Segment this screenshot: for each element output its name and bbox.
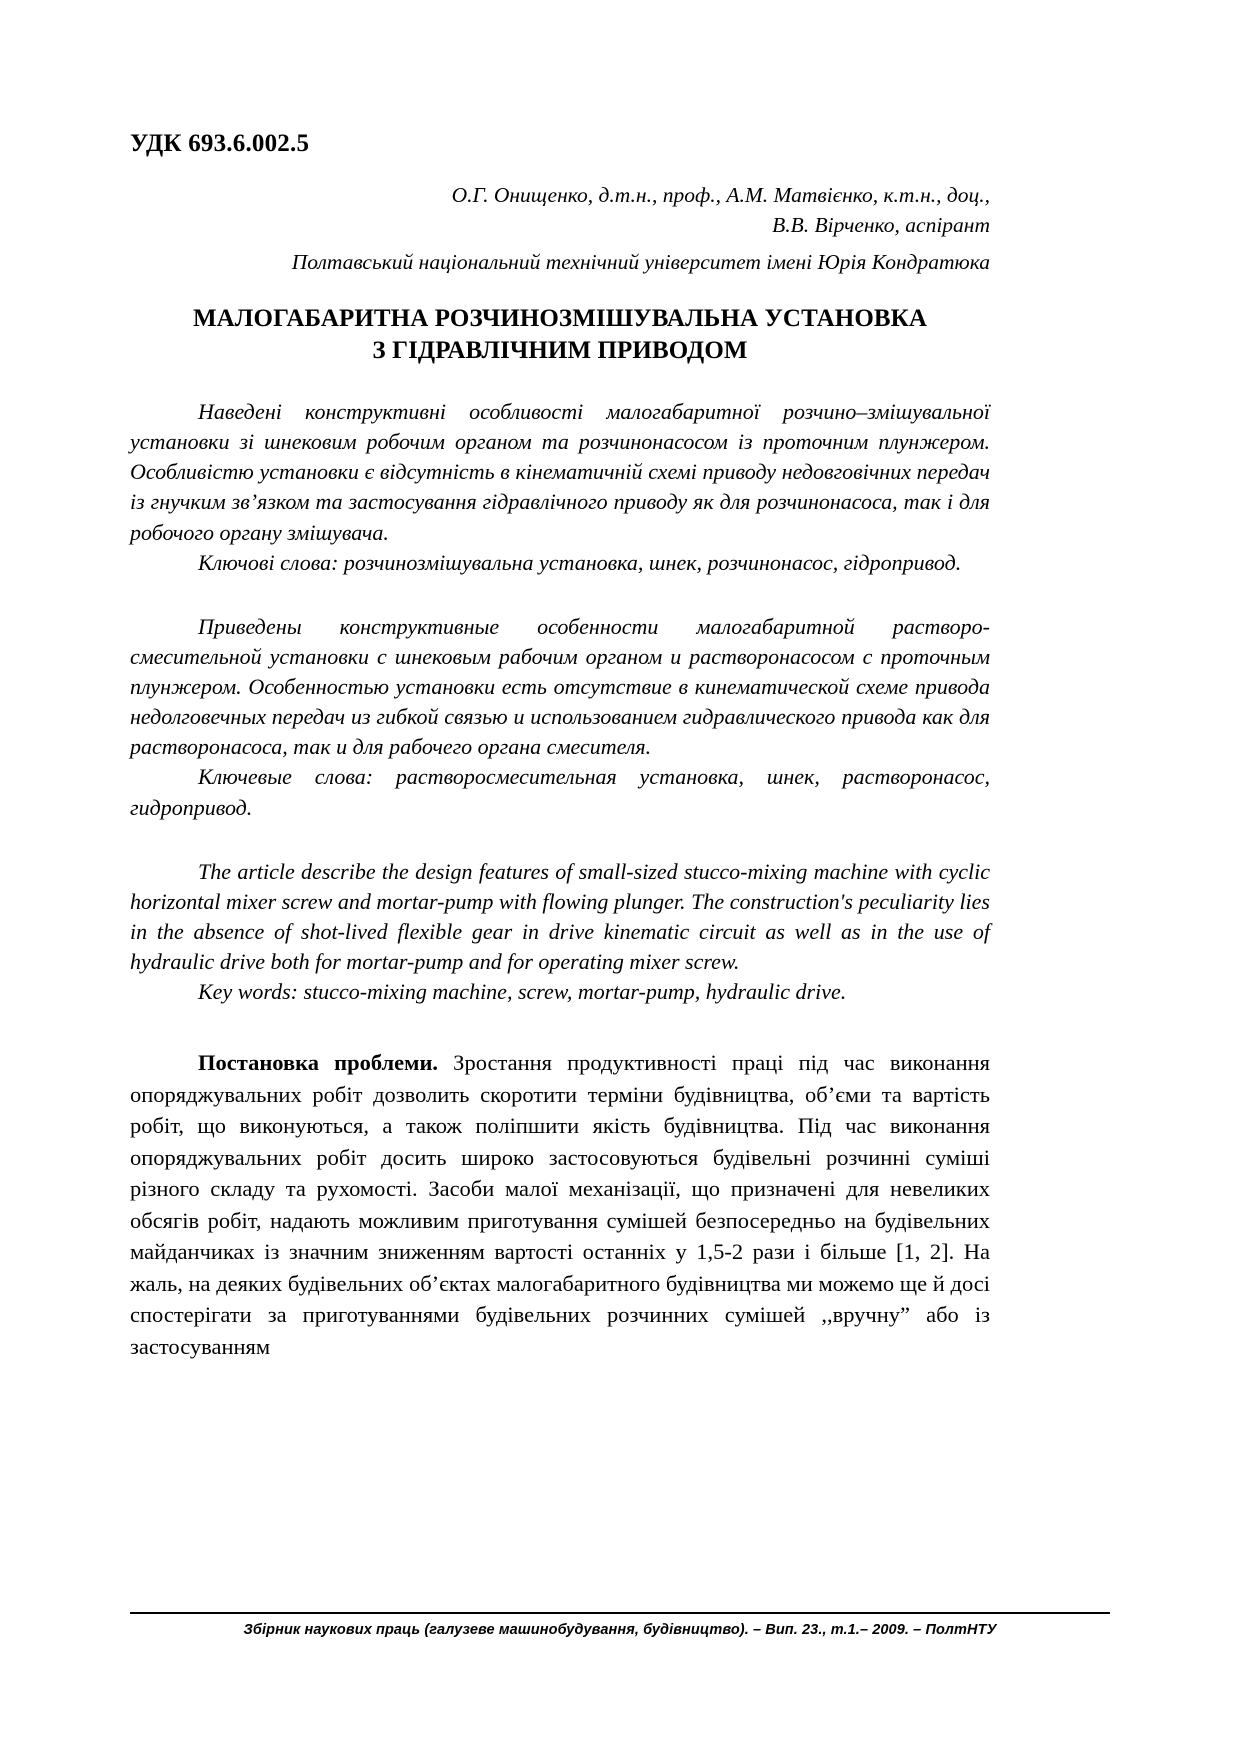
section-heading: Постановка проблеми. bbox=[198, 1050, 439, 1076]
footer-citation: Збірник наукових праць (галузеве машинобудування, будівництво). – Вип. 23., т.1.– 2009. – ПолтНТУ bbox=[243, 1621, 997, 1638]
author-line-2: В.В. Вірченко, аспірант bbox=[772, 213, 990, 238]
footer-divider bbox=[130, 1612, 1110, 1614]
keywords-russian: Ключевые слова: растворосмесительная установка, шнек, растворонасос, гидропривод. bbox=[130, 764, 990, 820]
title-line-2: З ГІДРАВЛІЧНИМ ПРИВОДОМ bbox=[372, 337, 748, 365]
spacer-after-ukrainian bbox=[130, 578, 990, 612]
spacer-after-russian bbox=[130, 823, 990, 857]
page-content bbox=[130, 130, 990, 1362]
page-title bbox=[130, 303, 990, 367]
abstract-english: The article describe the design features of small-sized stucco-mixing machine with cyclic horizontal mixer screw and mortar-pump with flowing plunger. The construction's peculiarity lies in the absence of shot-lived flexible gear in drive kinematic circuit as well as in the use of hydraulic drive both for mortar-pump and for operating mixer screw. bbox=[130, 858, 990, 975]
abstract-russian: Приведены конструктивные особенности малогабаритной растворо-смесительной установки с шнековым рабочим органом и растворонасосом с проточным плунжером. Особенностью установки есть отсутствие в кинематической схеме привода недолговечных передач из гибкой связью и использованием гидравлического привода как для растворонасоса, так и для рабочего органа смесителя. bbox=[130, 613, 990, 760]
keywords-english: Key words: stucco-mixing machine, screw, mortar-pump, hydraulic drive. bbox=[198, 979, 847, 1005]
abstract-ukrainian: Наведені конструктивні особливості малогабаритної розчино–змішувальної установки зі шнековим робочим органом та розчинонасосом із проточним плунжером. Особливістю установки є відсутність в кінематичній схемі приводу недовговічних передач із гнучким зв’язком та застосування гідравлічного приводу як для розчинонасоса, так і для робочого органу змішувача. bbox=[130, 399, 990, 545]
title-line-1: МАЛОГАБАРИТНА РОЗЧИНОЗМІШУВАЛЬНА УСТАНОВКА bbox=[192, 305, 928, 333]
author-list bbox=[130, 180, 990, 241]
author-line-1: О.Г. Онищенко, д.т.н., проф., А.М. Матвієнко, к.т.н., доц., bbox=[451, 182, 990, 207]
body-paragraph-problem-statement bbox=[130, 1047, 990, 1362]
spacer-before-body bbox=[130, 1007, 990, 1047]
udc-code: УДК 693.6.002.5 bbox=[130, 130, 310, 157]
affiliation: Полтавський національний технічний університет імені Юрія Кондратюка bbox=[291, 249, 990, 274]
keywords-ukrainian: Ключові слова: розчинозмішувальна установка, шнек, розчинонасос, гідропривод. bbox=[198, 549, 962, 575]
page-footer bbox=[130, 1612, 1110, 1639]
body-text: Зростання продуктивності праці під час виконання опоряджувальних робіт дозволить скоротити терміни будівництва, об’єми та вартість робіт, що виконуються, а також поліпшити якість будівництва. Під час виконання опоряджувальних робіт досить широко застосовуються будівельні розчинні суміші різного складу та рухомості. Засоби малої механізації, що призначені для невеликих обсягів робіт, надають можливим приготування сумішей безпосередньо на будівельних майданчиках із значним зниженням вартості останніх у 1,5-2 рази і більше [1, 2]. На жаль, на деяких будівельних об’єктах малогабаритного будівництва ми можемо ще й досі спостерігати за приготуваннями будівельних розчинних сумішей ,,вручну” або із застосуванням bbox=[130, 1050, 991, 1359]
